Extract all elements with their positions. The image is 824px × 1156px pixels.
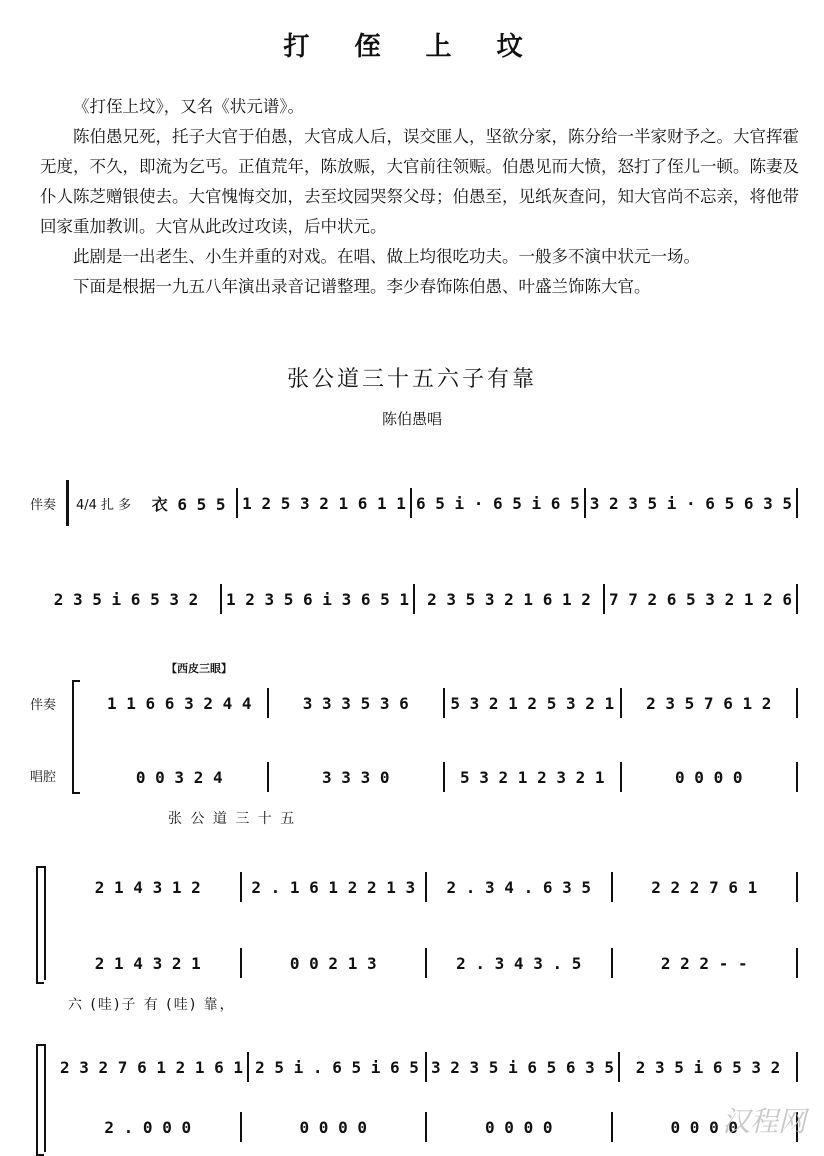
vocal-label: 唱腔	[30, 770, 57, 785]
lyrics: 张 公 道 三 十 五	[168, 811, 297, 827]
measure: 衣 6 5 5	[141, 488, 238, 518]
measure: 3 2 3 5 i · 6 5 6 3 5	[586, 488, 798, 518]
section-label: 【西皮三眼】	[166, 662, 232, 675]
measure: 5 3 2 1 2 5 3 2 1	[445, 688, 622, 718]
acc-label: 伴奏	[30, 498, 57, 513]
measure: 2 3 5 i 6 5 3 2	[620, 1052, 798, 1082]
measure: 2 . 1 6 1 2 2 1 3	[242, 872, 428, 902]
measure: 1 2 5 3 2 1 6 1 1	[238, 488, 412, 518]
measure: 2 5 i . 6 5 i 6 5	[249, 1052, 427, 1082]
intro-source: 下面是根据一九五八年演出录音记谱整理。李少春饰陈伯愚、叶盛兰饰陈大官。	[73, 277, 651, 296]
measure: 2 3 2 7 6 1 2 1 6 1	[56, 1052, 249, 1082]
measure: 2 . 3 4 3 . 5	[427, 948, 613, 978]
intro-text	[40, 92, 800, 302]
measure: 1 1 6 6 3 2 4 4	[92, 688, 269, 718]
measure: 3 2 3 5 i 6 5 6 3 5	[427, 1052, 620, 1082]
measure: 0 0 2 1 3	[242, 948, 428, 978]
measure: 2 3 5 7 6 1 2	[622, 688, 799, 718]
measure: 2 1 4 3 1 2	[56, 872, 242, 902]
measure: 2 . 0 0 0	[56, 1112, 242, 1142]
system-brace	[36, 1044, 44, 1156]
measure: 0 0 0 0	[242, 1112, 428, 1142]
measure: 7 7 2 6 5 3 2 1 2 6	[605, 584, 798, 614]
system-line	[44, 866, 46, 980]
vocal-staff	[56, 1112, 798, 1142]
measure: 3 3 3 5 3 6	[269, 688, 446, 718]
time-signature: 4/4 扎 多	[76, 497, 132, 513]
measure: 2 1 4 3 2 1	[56, 948, 242, 978]
measure: 2 3 5 3 2 1 6 1 2	[415, 584, 605, 614]
vocal-staff	[92, 762, 798, 792]
measure: 2 . 3 4 . 6 3 5	[427, 872, 613, 902]
measure: 3 3 3 0	[269, 762, 446, 792]
watermark: 汉程网	[721, 1105, 806, 1138]
acc-label: 伴奏	[30, 698, 57, 713]
acc-staff	[92, 688, 798, 718]
measure: 1 2 3 5 6 i 3 6 5 1	[222, 584, 415, 614]
score-row-1	[76, 488, 798, 518]
singer-credit: 陈伯愚唱	[381, 410, 442, 428]
system-brace	[36, 866, 44, 984]
staff-brace	[66, 480, 69, 526]
measure: 5 3 2 1 2 3 2 1	[445, 762, 622, 792]
vocal-staff	[56, 948, 798, 978]
measure: 2 3 5 i 6 5 3 2	[32, 584, 222, 614]
song-title: 张公道三十五六子有靠	[286, 367, 537, 392]
measure: 0 0 3 2 4	[92, 762, 269, 792]
intro-synopsis: 陈伯愚兄死，托子大官于伯愚，大官成人后，误交匪人，坚欲分家，陈分给一半家财予之。大官挥霍无度，不久，即流为乞丐。正值荒年，陈放赈，大官前往领赈。伯愚见而大愤，怒打了侄儿一顿。陈妻及仆人陈芝赠银使去。大官愧悔交加，去至坟园哭祭父母；伯愚至，见纸灰查问，知大官尚不忘亲，将他带回家重加教训。大官从此改过攻读，后中状元。	[40, 127, 799, 236]
measure: 6 5 i · 6 5 i 6 5	[412, 488, 586, 518]
page-title: 打 侄 上 坟	[283, 32, 541, 62]
measure: 2 2 2 - -	[613, 948, 799, 978]
intro-line-1: 《打侄上坟》，又名《状元谱》。	[73, 97, 304, 116]
system-line	[44, 1044, 46, 1152]
measure: 0 0 0 0	[613, 1112, 799, 1142]
measure: 0 0 0 0	[427, 1112, 613, 1142]
lyrics: 六 (哇)子 有 (哇) 靠，	[68, 997, 236, 1013]
acc-staff	[56, 872, 798, 902]
intro-remark: 此剧是一出老生、小生并重的对戏。在唱、做上均很吃功夫。一般多不演中状元一场。	[73, 247, 700, 266]
measure: 0 0 0 0	[622, 762, 799, 792]
measure: 2 2 2 7 6 1	[613, 872, 799, 902]
score-row-2	[32, 584, 798, 614]
system-brace	[72, 680, 80, 794]
acc-staff	[56, 1052, 798, 1082]
